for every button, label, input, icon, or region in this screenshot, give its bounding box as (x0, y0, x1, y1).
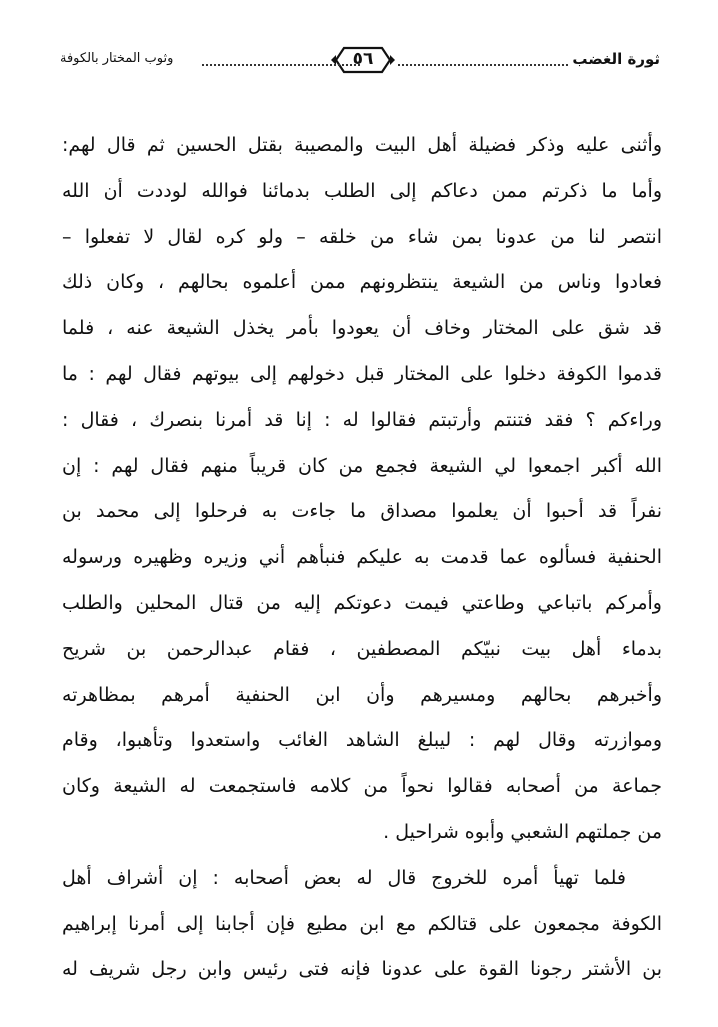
text-line: جماعة من أصحابه فقالوا نحواً من كلامه فاستجمعت له الشيعة وكان (62, 775, 662, 798)
text-line: قدموا الكوفة دخلوا على المختار قبل دخولهم إلى بيوتهم فقال لهم : ما (62, 362, 662, 385)
text-line: وأخبرهم بحالهم ومسيرهم وأن ابن الحنفية أمرهم بمظاهرته (62, 683, 662, 706)
text-line: الكوفة مجمعون على قتالكم مع ابن مطيع فإن أجابنا إلى أمرنا إبراهيم (62, 912, 662, 935)
text-line: فعادوا وناس من الشيعة ينتظرونهم ممن أعلموه بحالهم ، وكان ذلك (62, 271, 662, 294)
header-dotted-leader-right (398, 64, 568, 66)
header-dotted-leader-left (202, 64, 360, 66)
text-line: وأثنى عليه وذكر فضيلة أهل البيت والمصيبة بقتل الحسين ثم قال لهم: (62, 134, 662, 156)
page-number-badge (330, 42, 396, 78)
text-line: بن الأشتر رجونا القوة على عدونا فإنه فتى رئيس وابن رجل شريف له (62, 958, 662, 981)
text-line: وموازرته وقال لهم : ليبلغ الشاهد الغائب واستعدوا وتأهبوا، وقام (62, 729, 662, 752)
text-line: وراءكم ؟ فقد فتنتم وأرتبتم فقالوا له : إنا قد أمرنا بنصرك ، فقال : (62, 408, 662, 431)
text-line-paragraph-end: من جملتهم الشعبي وأبوه شراحيل . (383, 820, 662, 843)
chapter-title: وثوب المختار بالكوفة (60, 51, 174, 66)
running-header (60, 40, 660, 80)
text-line-paragraph-start: فلما تهيأ أمره للخروج قال له بعض أصحابه : إن أشراف أهل (62, 866, 626, 889)
text-line: الله أكبر اجمعوا لي الشيعة فجمع من كان قريباً منهم فقال لهم : إن (62, 454, 662, 477)
text-line: قد شق على المختار وخاف أن يعودوا بأمر يخذل الشيعة عنه ، فلما (62, 317, 662, 340)
text-line: نفراً قد أحبوا أن يعلموا مصداق ما جاءت به فرحلوا إلى محمد بن (62, 500, 662, 523)
text-line: انتصر لنا من عدونا بمن شاء من خلقه – ولو كره لقال لا تفعلوا – (62, 225, 662, 248)
page-number: ٥٦ (352, 49, 374, 69)
text-line: وأمركم باتباعي وطاعتي فيمت دعوتكم إليه من قتال المحلين والطلب (62, 591, 662, 614)
text-line: وأما ما ذكرتم ممن دعاكم إلى الطلب بدمائنا فوالله لوددت أن الله (62, 179, 662, 202)
text-line: بدماء أهل بيت نبيّكم المصطفين ، فقام عبدالرحمن بن شريح (62, 637, 662, 660)
book-title: ثورة الغضب (572, 50, 660, 68)
body-text (62, 128, 662, 998)
text-line: الحنفية فسألوه عما قدمت به عليكم فنبأهم أني وزيره وظهيره ورسوله (62, 546, 662, 569)
